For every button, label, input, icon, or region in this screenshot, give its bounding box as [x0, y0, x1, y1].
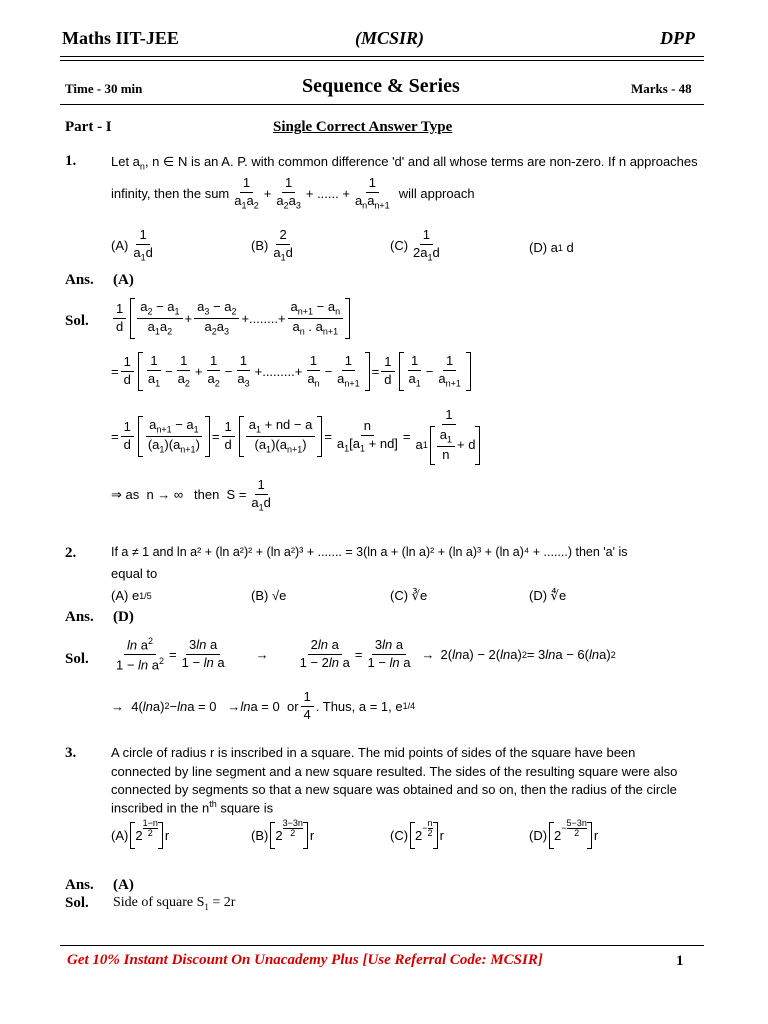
- footer-rule: [60, 945, 704, 946]
- q1-option-a: (A) 1 $a_1d$: [111, 227, 153, 263]
- q1-text-c: , n ∈ N is an A. P. with common difference 'd' and all whose terms are non-zero. If n approaches: [144, 154, 698, 169]
- q3-number: 3.: [65, 745, 77, 761]
- q3-sol-label: Sol.: [65, 895, 89, 911]
- q1-text-sub: n: [139, 161, 145, 172]
- header-rule-2: [60, 60, 704, 61]
- q3-line1: A circle of radius r is inscribed in a square. The mid points of sides of the square have been: [111, 745, 636, 760]
- q3-line3: connected by segments so that a new square was obtained and so on, then the radius of the circle: [111, 782, 677, 797]
- q2-sol-label: Sol.: [65, 651, 89, 667]
- q1-line2: infinity, then the sum 1 $a_1a_2$ + 1 $a_2a_3$ + ...... + 1 $a_na_{n+1}$ will approach: [111, 175, 475, 211]
- q1-number: 1.: [65, 153, 77, 169]
- q1-sol-step1: 1 d $a_2 - a_1$ $a_1a_2$ + $a_3 - a_2$ $a_2a_3$ +........+ $a_{n+1} - a_n$ $a_n$ . $a_{n+1}$: [111, 298, 352, 339]
- q2-sol-step1: $\ln a^2$ $1 - \ln a^2$ = 3ln a 1 − ln a → 2ln a 1 − 2ln a = 3ln a 1 − ln a → 2( ln a) − 2( ln a) 2 = 3 ln a − 6( ln a) 2: [116, 636, 616, 673]
- q3-line2: connected by line segment and a new square resulted. The sides of the resulting square were also: [111, 764, 678, 779]
- q3-ans-value: (A): [113, 877, 134, 893]
- q2-number: 2.: [65, 545, 77, 561]
- q1-term2: 1 $a_2a_3$: [276, 175, 301, 211]
- q1-sol-label: Sol.: [65, 313, 89, 329]
- q1-text-a: Let a: [111, 154, 140, 169]
- q3-sol-text: Side of square $S_1 = 2r$: [113, 895, 236, 912]
- q1-option-d: (D) a 1 d: [529, 240, 574, 255]
- q1-ans-value: (A): [113, 272, 134, 288]
- page-number: 1: [676, 953, 684, 969]
- subheader-rule: [60, 104, 704, 105]
- q1-term3: 1 $a_na_{n+1}$: [354, 175, 390, 211]
- q2-option-b: (B) √e: [251, 588, 287, 603]
- header-left: Maths IIT-JEE: [62, 28, 179, 48]
- promo-text: Get 10% Instant Discount On Unacademy Plus [Use Referral Code: MCSIR]: [67, 952, 543, 968]
- marks-label: Marks - 48: [631, 81, 692, 96]
- q2-sol-step2: → 4( ln a) 2 − ln a = 0 → ln a = 0 or 1 4 . Thus, a = 1, e 1/4: [111, 689, 416, 722]
- part-type: Single Correct Answer Type: [273, 119, 453, 135]
- q3-ans-label: Ans.: [65, 877, 94, 893]
- q1-ans-label: Ans.: [65, 272, 94, 288]
- q1-line1: [111, 154, 698, 172]
- q1-option-b: (B) 2 $a_1d$: [251, 227, 293, 263]
- q1-term1: 1 $a_1a_2$: [234, 175, 259, 211]
- q1-text2b: will approach: [398, 185, 475, 201]
- q1-option-c: (C) 1 $2a_1d$: [390, 227, 440, 263]
- q3-option-c: (C) 2 − n 2 r: [390, 822, 444, 849]
- q2-option-d: (D) ∜e: [529, 588, 567, 603]
- page-title: Sequence & Series: [302, 75, 460, 97]
- part-label: Part - I: [65, 119, 112, 135]
- q2-option-c: (C) ∛e: [390, 588, 428, 603]
- header-right: DPP: [660, 28, 695, 48]
- header-rule: [60, 56, 704, 57]
- header-center: (MCSIR): [355, 28, 425, 48]
- q2-ans-label: Ans.: [65, 609, 94, 625]
- q1-sol-step4: ⇒ as n → ∞ then S = 1 $a_1d$: [111, 477, 271, 513]
- q1-sol-step2: = 1 d 1 $a_1$ − 1 $a_2$ + 1 $a_2$ − 1 $a_3$ +.........+ 1 $a_n$ − 1 $a_{n+1}$ = 1 d 1 $a_1$ − 1 $a_{n+1}$: [111, 352, 473, 391]
- q2-line2: equal to: [111, 566, 158, 581]
- q2-option-a: (A) e 1/5: [111, 588, 152, 603]
- q3-option-b: (B) 2 3−3n 2 r: [251, 822, 314, 849]
- q2-line1: If a ≠ 1 and ln a² + (ln a²)² + (ln a²)³ + ....... = 3(ln a + (ln a)² + (ln a)³ + (ln a)⁴ + .......) then 'a' is: [111, 545, 628, 559]
- q3-line4: inscribed in the $n^{th}$ square is: [111, 799, 274, 816]
- time-label: Time - 30 min: [65, 81, 143, 96]
- q1-text2a: infinity, then the sum: [111, 185, 230, 201]
- q2-ans-value: (D): [113, 609, 134, 625]
- q1-sol-step3: = 1 d $a_{n+1} - a_1$ $(a_1)(a_{n+1})$ = 1 d $a_1$ + nd − a $(a_1)(a_{n+1})$ = n $a_1[a_1 + nd]$ = 1 a 1 $a_1$ n + d: [111, 408, 487, 465]
- q3-option-d: (D) 2 − 5−3n 2 r: [529, 822, 598, 849]
- q2-thus: . Thus, a = 1, e: [315, 698, 403, 714]
- q3-option-a: (A) 2 1−n 2 r: [111, 822, 169, 849]
